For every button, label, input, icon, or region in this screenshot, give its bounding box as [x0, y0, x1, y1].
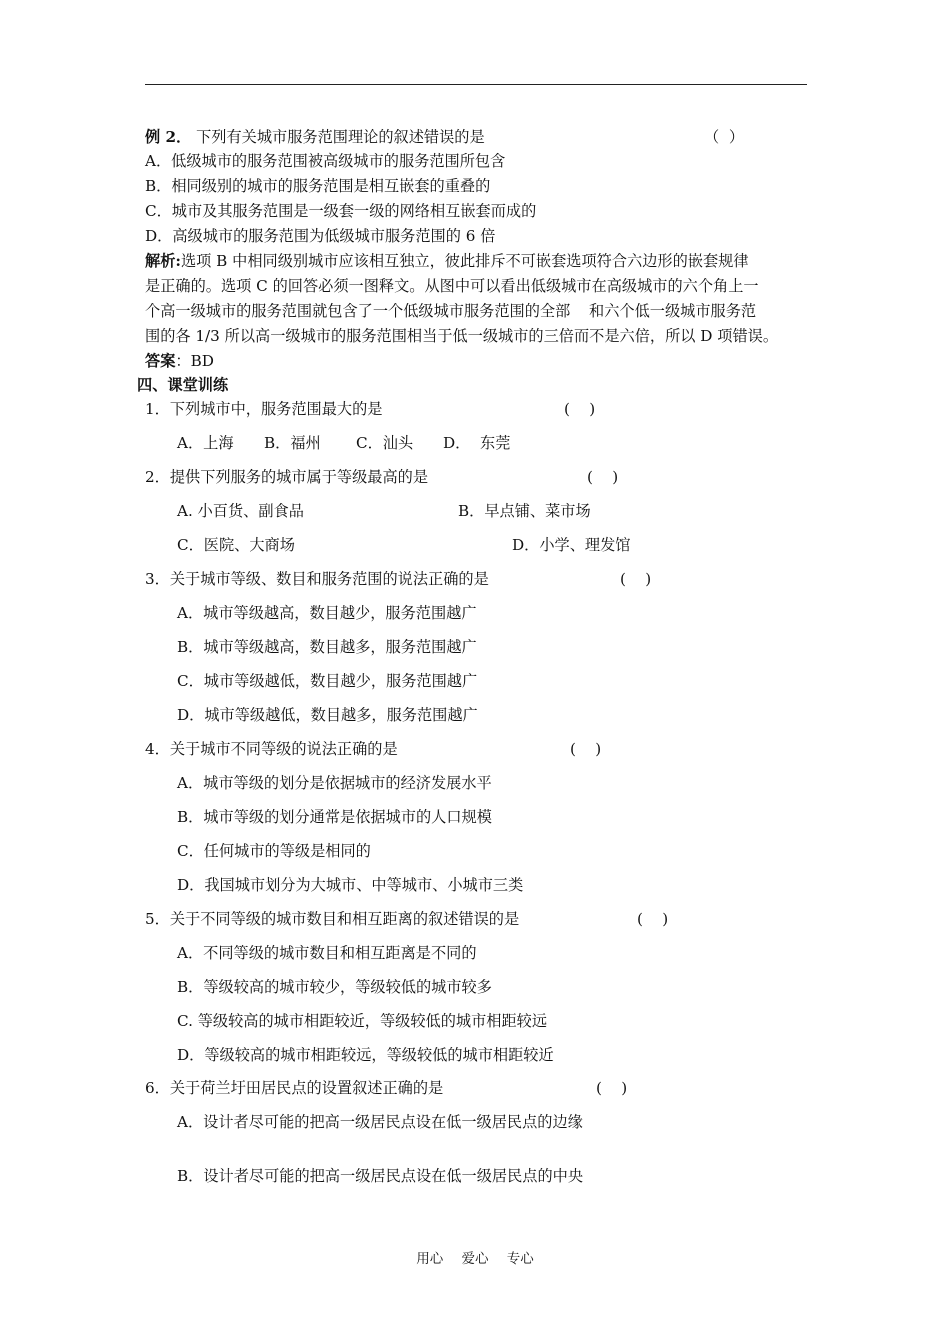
q2-option-b: B．早点铺、菜市场 [458, 502, 591, 520]
header-rule [145, 84, 807, 85]
q2-option-c: C．医院、大商场 [177, 536, 295, 554]
example-label: 例 2． [145, 128, 192, 146]
q5-option-c: C. 等级较高的城市相距较近，等级较低的城市相距较远 [177, 1012, 548, 1030]
question-4-paren: ( ) [570, 740, 602, 758]
question-1: 1．下列城市中，服务范围最大的是 [145, 400, 383, 418]
section-title: 四、课堂训练 [137, 376, 229, 394]
q1-option-d: D． 东莞 [443, 434, 511, 452]
q1-option-b: B．福州 [264, 434, 321, 452]
q5-option-b: B．等级较高的城市较少，等级较低的城市较多 [177, 978, 492, 996]
answer-line [145, 351, 214, 371]
page-footer: 用心 爱心 专心 [416, 1251, 534, 1267]
analysis-line-2: 是正确的。选项 C 的回答必须一图释文。从图中可以看出低级城市在高级城市的六个角上一 [145, 277, 759, 295]
question-1-paren: ( ) [564, 400, 596, 418]
example-option-a: A．低级城市的服务范围被高级城市的服务范围所包含 [145, 152, 506, 170]
q2-option-a: A. 小百货、副食品 [177, 502, 304, 520]
question-5: 5．关于不同等级的城市数目和相互距离的叙述错误的是 [145, 910, 520, 928]
q6-option-b: B．设计者尽可能的把高一级居民点设在低一级居民点的中央 [177, 1167, 584, 1185]
example-option-b: B．相同级别的城市的服务范围是相互嵌套的重叠的 [145, 177, 491, 195]
example-option-c: C．城市及其服务范围是一级套一级的网络相互嵌套而成的 [145, 202, 537, 220]
q1-option-a: A．上海 [177, 434, 234, 452]
example-option-d: D．高级城市的服务范围为低级城市服务范围的 6 倍 [145, 227, 496, 245]
q3-option-a: A．城市等级越高，数目越少，服务范围越广 [177, 604, 477, 622]
q1-option-c: C．汕头 [356, 434, 414, 452]
answer-label: 答案 [145, 352, 176, 370]
question-2-paren: ( ) [587, 468, 619, 486]
q6-option-a: A．设计者尽可能的把高一级居民点设在低一级居民点的边缘 [177, 1113, 583, 1131]
analysis-line-4: 围的各 1/3 所以高一级城市的服务范围相当于低一级城市的三倍而不是六倍，所以 D 项错误。 [145, 327, 779, 345]
q3-option-c: C．城市等级越低，数目越少，服务范围越广 [177, 672, 478, 690]
example-question: 例 2． 下列有关城市服务范围理论的叙述错误的是 [145, 128, 485, 146]
question-5-paren: ( ) [637, 910, 669, 928]
q4-option-a: A．城市等级的划分是依据城市的经济发展水平 [177, 774, 492, 792]
q3-option-d: D．城市等级越低，数目越多，服务范围越广 [177, 706, 478, 724]
analysis-label: 解析: [145, 252, 181, 270]
question-3-paren: ( ) [620, 570, 652, 588]
q4-option-c: C．任何城市的等级是相同的 [177, 842, 371, 860]
q5-option-a: A．不同等级的城市数目和相互距离是不同的 [177, 944, 477, 962]
q4-option-d: D．我国城市划分为大城市、中等城市、小城市三类 [177, 876, 524, 894]
question-6-paren: ( ) [596, 1079, 628, 1097]
question-3: 3．关于城市等级、数目和服务范围的说法正确的是 [145, 570, 489, 588]
q4-option-b: B．城市等级的划分通常是依据城市的人口规模 [177, 808, 492, 826]
question-4: 4．关于城市不同等级的说法正确的是 [145, 740, 398, 758]
q2-option-d: D．小学、理发馆 [512, 536, 631, 554]
question-6: 6．关于荷兰圩田居民点的设置叙述正确的是 [145, 1079, 444, 1097]
question-2: 2．提供下列服务的城市属于等级最高的是 [145, 468, 429, 486]
q5-option-d: D．等级较高的城市相距较远，等级较低的城市相距较近 [177, 1046, 554, 1064]
q3-option-b: B．城市等级越高，数目越多，服务范围越广 [177, 638, 477, 656]
analysis-line-3: 个高一级城市的服务范围就包含了一个低级城市服务范围的全部 [145, 302, 571, 320]
analysis-line-3b: 和六个低一级城市服务范 [589, 302, 757, 320]
example-paren: （ ） [704, 128, 745, 146]
answer-value: ：BD [175, 352, 214, 370]
analysis-line-1: 解析:选项 B 中相同级别城市应该相互独立，彼此排斥不可嵌套选项符合六边形的嵌套规律 [145, 252, 749, 270]
